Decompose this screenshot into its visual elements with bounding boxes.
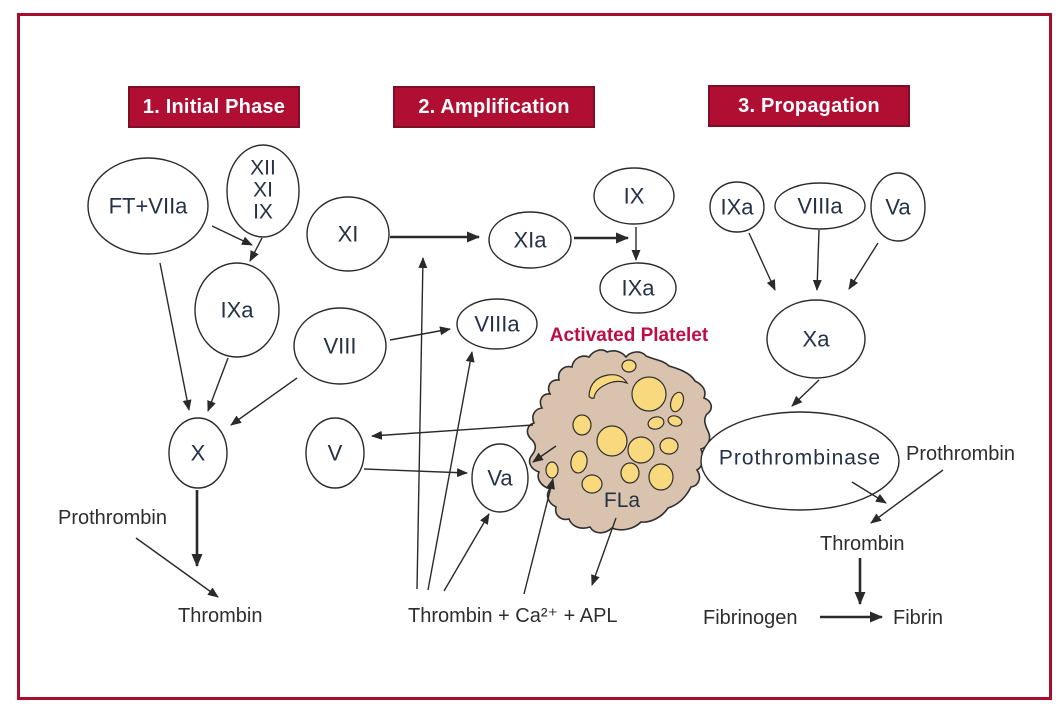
arrow-va-prop-to-xa: [849, 243, 878, 289]
node-xa-label: Xa: [802, 326, 830, 352]
node-xia-label: XIa: [513, 227, 547, 253]
node-ixa-initial: [195, 263, 279, 357]
phase-header-initial-label: 1. Initial Phase: [142, 95, 286, 118]
node-ix-stack-label: IX: [253, 200, 273, 224]
node-ixa-prop-label: IXa: [720, 194, 754, 220]
phase-header-propagation-label: 3. Propagation: [738, 94, 880, 117]
node-va-prop: [871, 173, 925, 241]
node-v-label: V: [327, 440, 343, 466]
platelet-granule: [546, 462, 558, 478]
node-xii-label: XII: [250, 156, 276, 180]
arrow-ixa-prop-to-xa: [749, 233, 775, 290]
arrow-viii-to-viiia: [390, 329, 450, 340]
arrow-ftviia-to-x: [160, 263, 189, 410]
node-xi: [307, 197, 389, 271]
node-viiia-amp-label: VIIIa: [474, 311, 520, 337]
platelet-granule: [597, 426, 627, 456]
platelet-granule: [573, 415, 591, 435]
node-ft-viia-label: FT+VIIa: [108, 193, 188, 219]
node-ixa-prop: [710, 182, 764, 232]
node-ft-viia: [88, 158, 208, 254]
thrombin-left-label: Thrombin: [178, 605, 263, 627]
node-prothrombinase-label: Prothrombinase: [718, 446, 882, 470]
node-xi-label: XI: [337, 221, 359, 247]
arrow-thrombin-to-va: [444, 514, 489, 591]
activated-platelet-label: Activated Platelet: [549, 325, 709, 346]
arrow-xa-to-prothrombinase: [792, 380, 819, 406]
arrow-prothrombin-left-to-thrombin: [136, 538, 218, 597]
node-x-initial-label: X: [190, 440, 206, 466]
platelet-granule: [649, 464, 673, 490]
platelet-granule: [628, 437, 654, 463]
arrow-thrombin-to-platelet: [524, 479, 553, 594]
node-prothrombinase: [701, 412, 899, 510]
node-ix-amp: [594, 168, 674, 224]
node-ix-amp-label: IX: [623, 183, 645, 209]
prothrombin-right-label: Prothrombin: [906, 443, 1015, 465]
platelet-granule: [582, 475, 602, 493]
node-ixa-amp-label: IXa: [621, 275, 655, 301]
node-xa: [767, 300, 865, 378]
node-viiia-amp: [457, 299, 537, 349]
node-ixa-initial-label: IXa: [220, 297, 254, 323]
arrow-v-to-va: [364, 469, 467, 473]
prothrombin-left-label: Prothrombin: [58, 507, 167, 529]
fibrinogen-label: Fibrinogen: [703, 607, 798, 629]
node-viii: [294, 308, 386, 384]
node-va-amp-label: Va: [487, 465, 513, 491]
fla-label: FLa: [603, 489, 641, 512]
platelet-granule: [632, 377, 666, 411]
arrow-thrombin-to-xi: [417, 258, 423, 589]
node-va-amp: [472, 444, 528, 512]
node-xia: [489, 212, 571, 268]
node-v: [306, 418, 364, 488]
arrow-ixa-to-x: [208, 358, 228, 411]
phase-header-amplification-label: 2. Amplification: [418, 95, 570, 118]
thrombin-ca-apl-label: Thrombin + Ca²⁺ + APL: [408, 605, 618, 627]
arrow-viiia-prop-to-xa: [817, 230, 819, 290]
node-xi-stack-label: XI: [253, 178, 273, 202]
arrow-viii-to-x: [231, 378, 297, 425]
thrombin-right-label: Thrombin: [820, 533, 905, 555]
nodes: [88, 145, 925, 512]
platelet-granule: [622, 360, 636, 372]
arrow-contact-stack-to-ixa: [250, 238, 262, 261]
platelet-granule: [621, 463, 639, 483]
node-viiia-prop: [775, 183, 865, 229]
node-viiia-prop-label: VIIIa: [797, 193, 843, 219]
node-contact-stack: [227, 145, 299, 237]
arrow-platelet-to-v: [372, 425, 533, 436]
fibrin-label: Fibrin: [893, 607, 944, 629]
node-va-prop-label: Va: [885, 194, 911, 220]
node-viii-label: VIII: [323, 333, 357, 359]
node-x-initial: [169, 418, 227, 488]
platelet-granule: [660, 438, 678, 454]
node-ixa-amp: [600, 263, 676, 313]
